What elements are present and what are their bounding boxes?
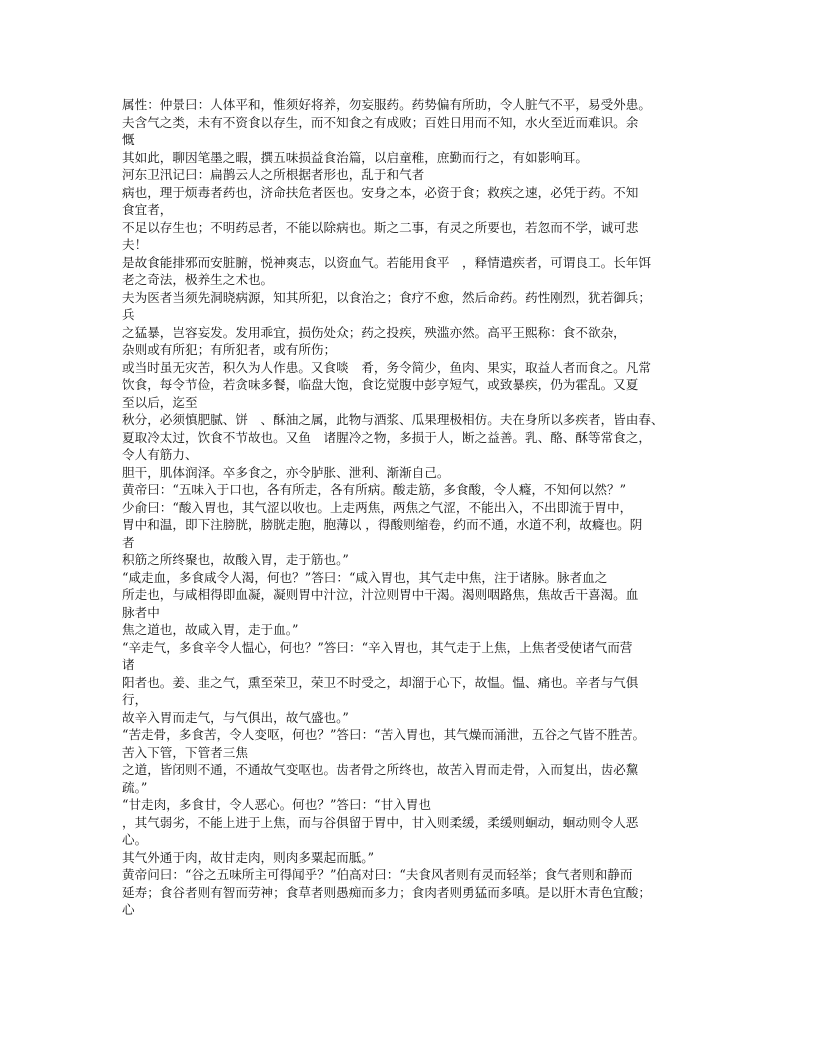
text-line: 其气外通于肉，故甘走肉，则肉多粟起而胝。” xyxy=(122,849,375,865)
text-line: 夏取冷太过，饮食不节故也。又鱼 诸腥冷之物，多损于人，断之益善。乳、酪、酥等常食之， xyxy=(122,429,651,445)
text-line: 故辛入胃而走气，与气俱出，故气盛也。” xyxy=(122,709,349,725)
text-line: 阳者也。姜、韭之气，熏至荣卫，荣卫不时受之，却溜于心下，故愠。愠、痛也。辛者与气俱 xyxy=(122,674,639,690)
text-line: 夫含气之类，未有不资食以存生，而不知食之有成败；百姓日用而不知，水火至近而难识。余 xyxy=(122,114,639,130)
text-line: 秋分，必须慎肥腻、饼 、酥油之属，此物与酒浆、瓜果理极相仿。夫在身所以多疾者，皆由春、 xyxy=(122,412,664,427)
text-line: 胆干，肌体润泽。卒多食之，亦令胪胀、泄利、渐渐自己。 xyxy=(122,464,450,480)
text-line: 夫！ xyxy=(122,237,148,252)
text-line: 不足以存生也；不明药忌者，不能以除病也。斯之二事，有灵之所要也，若忽而不学，诚可悲 xyxy=(122,219,639,235)
text-line: 黄帝问曰：“谷之五味所主可得闻乎？”伯高对曰：“夫食风者则有灵而轻举；食气者则和静而 xyxy=(122,867,633,882)
text-line: 心。 xyxy=(122,832,148,847)
text-line: 焦之道也，故咸入胃，走于血。” xyxy=(122,622,299,637)
text-line: 属性：仲景曰：人体平和，惟须好将养，勿妄服药。药势偏有所助，令人脏气不平，易受外患。 xyxy=(122,97,651,112)
text-line: 脉者中 xyxy=(122,604,160,620)
text-line: 老之奇法，极养生之术也。 xyxy=(122,272,274,287)
text-line: 杂则或有所犯；有所犯者，或有所伤； xyxy=(122,342,337,357)
text-line: “咸走血，多食咸令人渴，何也？”答曰：“咸入胃也，其气走中焦，注于诸脉。脉者血之 xyxy=(122,569,608,585)
text-line: 之道，皆闭则不通，不通故气变呕也。齿者骨之所终也，故苦入胃而走骨，入而复出，齿必黧 xyxy=(122,762,639,777)
text-line: 其如此，聊因笔墨之暇，撰五味损益食治篇，以启童稚，庶勤而行之，有如影响耳。 xyxy=(122,149,588,165)
text-line: 之猛暴，岂容妄发。发用乖宜，损伤处众；药之投疾，殃滥亦然。高平王熙称：食不欲杂， xyxy=(122,324,626,340)
text-line: 饮食，每令节俭，若贪味多餐，临盘大饱，食讫觉腹中彭亨短气，或致暴疾，仍为霍乱。又夏 xyxy=(122,377,639,392)
text-line: 者 xyxy=(122,534,135,550)
text-line: 河东卫汛记曰：扁鹊云人之所根据者形也，乱于和气者 xyxy=(122,167,425,182)
text-line: “甘走肉，多食甘，令人恶心。何也？”答曰：“甘入胃也 xyxy=(122,797,431,812)
text-line: 延寿；食谷者则有智而劳神；食草者则愚痴而多力；食肉者则勇猛而多嗔。是以肝木青色宜酸； xyxy=(122,884,651,900)
text-line: ，其气弱劣，不能上进于上焦，而与谷俱留于胃中，甘入则柔缓，柔缓则蛔动，蛔动则令人恶 xyxy=(122,814,639,830)
text-line: 是故食能排邪而安脏腑，悦神爽志，以资血气。若能用食平 ，释情遣疾者，可谓良工。长年饵 xyxy=(122,254,651,270)
text-line: 少俞曰：“酸入胃也，其气涩以收也。上走两焦，两焦之气涩，不能出入，不出即流于胃中， xyxy=(122,499,633,515)
text-line: 胃中和温，即下注膀胱，膀胱走胞，胞薄以 ，得酸则缩卷，约而不通，水道不利，故癃也。阴 xyxy=(122,517,643,532)
text-line: 夫为医者当须先洞晓病源，知其所犯，以食治之；食疗不愈，然后命药。药性刚烈，犹若御兵； xyxy=(122,289,651,305)
text-line: “苦走骨，多食苦，令人变呕，何也？”答曰：“苦入胃也，其气燥而涌泄，五谷之气皆不胜苦。 xyxy=(122,727,646,742)
text-line: 令人有筋力、 xyxy=(122,447,198,462)
text-line: 慨 xyxy=(122,132,135,147)
text-line: 积筋之所终聚也，故酸入胃，走于筋也。” xyxy=(122,552,349,567)
text-line: 食宜者， xyxy=(122,202,173,217)
text-line: 所走也，与咸相得即血凝，凝则胃中汁泣，汁泣则胃中干渴。渴则咽路焦，焦故舌干喜渴。血 xyxy=(122,587,639,602)
text-line: 病也，理于烦毒者药也，济命扶危者医也。安身之本，必资于食；救疾之速，必凭于药。不知 xyxy=(122,184,639,200)
text-line: 心 xyxy=(122,902,135,917)
text-line: 兵 xyxy=(122,307,135,322)
text-line: 或当时虽无灾苦，积久为人作患。又食啖 肴，务令简少，鱼肉、果实，取益人者而食之。凡常 xyxy=(122,359,651,375)
text-line: 疏。” xyxy=(122,779,148,795)
text-line: 行， xyxy=(122,692,148,707)
text-line: 诸 xyxy=(122,657,135,672)
text-line: “辛走气，多食辛令人愠心，何也？”答曰：“辛入胃也，其气走于上焦，上焦者受使诸气而营 xyxy=(122,639,633,655)
text-line: 苦入下管，下管者三焦 xyxy=(122,744,248,760)
document-page xyxy=(122,96,697,919)
text-line: 至以后，迄至 xyxy=(122,394,198,410)
text-line: 黄帝曰：“五味入于口也，各有所走，各有所病。酸走筋，多食酸，令人癃，不知何以然？” xyxy=(122,482,627,497)
